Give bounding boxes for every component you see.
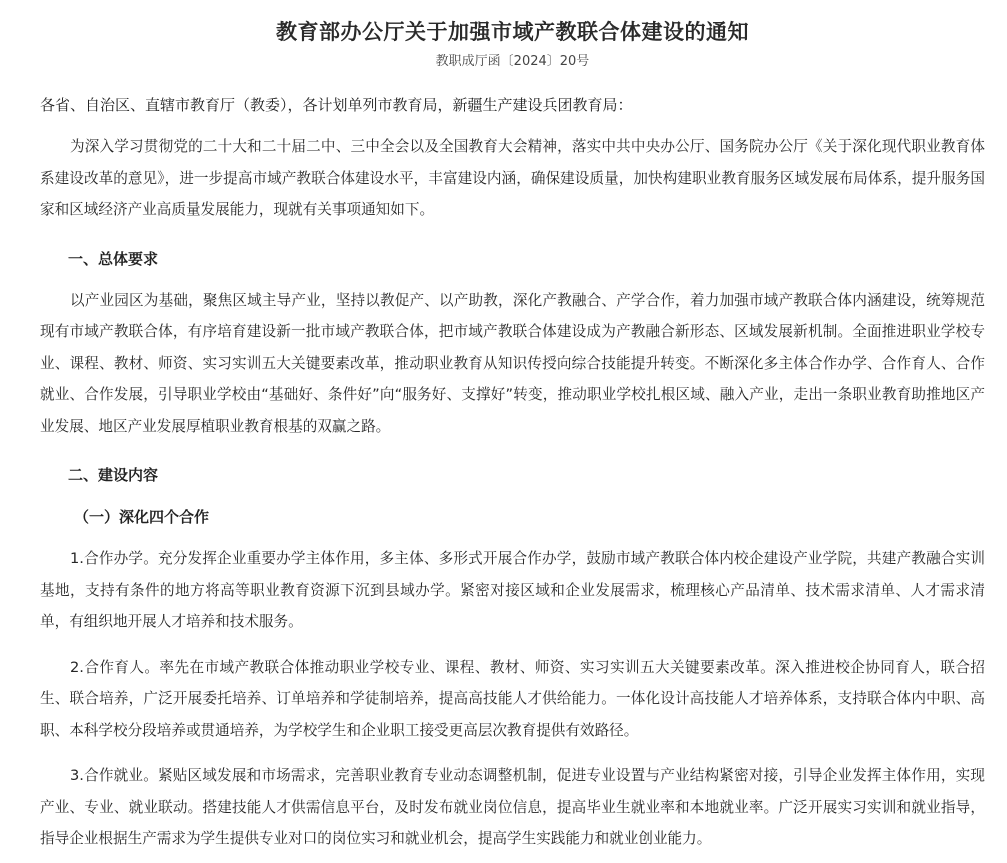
spacer [40, 226, 985, 247]
document-title: 教育部办公厅关于加强市域产教联合体建设的通知 [276, 19, 749, 44]
spacer [40, 117, 985, 131]
item-cooperative-employment: 3.合作就业。紧贴区域发展和市场需求，完善职业教育专业动态调整机制，促进专业设置与产业结构紧密对接，引导企业发挥主体作用，实现产业、专业、就业联动。搭建技能人才供需信息平台，及时发布就业岗位信息，提高毕业生就业率和本地就业率。广泛开展实习实训和就业指导，指导企业根据生产需求为学生提供专业对口的岗位实习和就业机会，提高学生实践能力和就业创业能力。 [40, 767, 985, 847]
spacer [40, 487, 985, 505]
salutation: 各省、自治区、直辖市教育厅（教委），各计划单列市教育局，新疆生产建设兵团教育局： [40, 96, 633, 114]
spacer [40, 638, 985, 652]
intro-paragraph: 为深入学习贯彻党的二十大和二十届二中、三中全会以及全国教育大会精神，落实中共中央办公厅、国务院办公厅《关于深化现代职业教育体系建设改革的意见》，进一步提高市域产教联合体建设水平，丰富建设内涵，确保建设质量，加快构建职业教育服务区域发展布局体系，提升服务国家和区域经济产业高质量发展能力，现就有关事项通知如下。 [40, 138, 985, 218]
spacer [40, 529, 985, 543]
item-cooperative-schooling: 1.合作办学。充分发挥企业重要办学主体作用，多主体、多形式开展合作办学，鼓励市域产教联合体内校企建设产业学院，共建产教融合实训基地，支持有条件的地方将高等职业教育资源下沉到县域办学。紧密对接区域和企业发展需求，梳理核心产品清单、技术需求清单、人才需求清单，有组织地开展人才培养和技术服务。 [40, 550, 985, 630]
spacer [40, 746, 985, 760]
general-requirements-paragraph: 以产业园区为基础，聚焦区域主导产业，坚持以教促产、以产助教，深化产教融合、产学合作，着力加强市域产教联合体内涵建设，统筹规范现有市域产教联合体，有序培育建设新一批市域产教联合体，把市域产教联合体建设成为产教融合新形态、区域发展新机制。全面推进职业学校专业、课程、教材、师资、实习实训五大关键要素改革，推动职业教育从知识传授向综合技能提升转变。不断深化多主体合作办学、合作育人、合作就业、合作发展，引导职业学校由“基础好、条件好”向“服务好、支撑好”转变，推动职业学校扎根区域、融入产业，走出一条职业教育助推地区产业发展、地区产业发展厚植职业教育根基的双赢之路。 [40, 291, 985, 435]
item-cooperative-education: 2.合作育人。率先在市域产教联合体推动职业学校专业、课程、教材、师资、实习实训五大关键要素改革。深入推进校企协同育人，联合招生、联合培养，广泛开展委托培养、订单培养和学徒制培养，提高高技能人才供给能力。一体化设计高技能人才培养体系，支持联合体内中职、高职、本科学校分段培养或贯通培养，为学校学生和企业职工接受更高层次教育提供有效路径。 [40, 658, 985, 739]
section-heading-construction-content: 二、建设内容 [68, 466, 159, 484]
spacer [40, 442, 985, 463]
section-heading-general-requirements: 一、总体要求 [68, 249, 159, 268]
subheading-four-cooperations: （一）深化四个合作 [74, 508, 210, 526]
spacer [40, 271, 985, 285]
document-number: 教职成厅函〔2024〕20号 [435, 54, 590, 69]
